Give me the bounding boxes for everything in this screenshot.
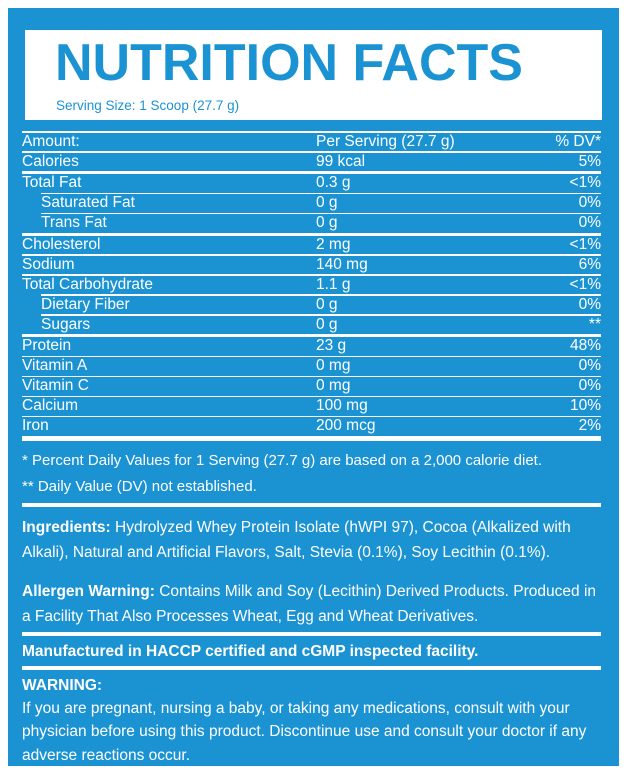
nutrient-row — [22, 377, 601, 396]
section-rule — [22, 666, 601, 670]
nutrient-label: Trans Fat — [41, 214, 107, 231]
nutrient-label: Iron — [22, 417, 49, 434]
ingredients-text: Hydrolyzed Whey Protein Isolate (hWPI 97), Cocoa (Alkalized with Alkali), Natural and Artificial Flavors, Salt, Stevia (0.1%), Soy Lecithin (0.1%). — [22, 518, 571, 561]
allergen-text: Contains Milk and Soy (Lecithin) Derived Products. Produced in a Facility That Also Processes Wheat, Egg and Wheat Derivatives. — [22, 582, 597, 625]
nutrient-dv: 0% — [578, 194, 601, 211]
nutrient-label: Saturated Fat — [41, 194, 135, 211]
nutrient-row — [22, 236, 601, 255]
nutrient-amount: 0 mg — [316, 357, 351, 374]
nutrition-table — [22, 131, 601, 441]
nutrient-amount: 0 g — [316, 295, 338, 313]
nutrient-amount: 0 mg — [316, 377, 351, 394]
nutrient-dv: 0% — [578, 214, 601, 231]
nutrient-dv: <1% — [569, 174, 601, 191]
section-rule — [22, 503, 601, 507]
page-title: NUTRITION FACTS — [55, 34, 523, 92]
nutrient-label: Calcium — [22, 397, 78, 414]
nutrient-amount: 1.1 g — [316, 275, 351, 293]
nutrient-dv: 0% — [578, 377, 601, 394]
nutrient-dv: 2% — [578, 417, 601, 434]
nutrient-dv: 5% — [578, 152, 601, 170]
nutrient-row — [22, 296, 601, 315]
nutrient-row — [22, 194, 601, 213]
nutrition-label-panel — [8, 8, 619, 766]
nutrient-row — [22, 316, 601, 335]
footnote-dv: * Percent Daily Values for 1 Serving (27.7 g) are based on a 2,000 calorie diet. — [22, 451, 543, 469]
section-rule — [22, 632, 601, 636]
nutrient-amount: 200 mcg — [316, 417, 376, 434]
nutrition-table-body — [22, 153, 601, 441]
nutrient-label: Total Carbohydrate — [22, 275, 153, 293]
nutrient-row — [22, 214, 601, 233]
allergen-paragraph — [22, 579, 601, 629]
nutrient-dv: <1% — [569, 235, 601, 253]
nutrient-row — [22, 337, 601, 356]
nutrient-dv: 48% — [569, 337, 601, 354]
nutrient-amount: 0 g — [316, 214, 338, 231]
table-header-row — [22, 133, 601, 152]
nutrient-dv: 6% — [578, 255, 601, 273]
ingredients-paragraph — [22, 515, 601, 565]
nutrient-label: Protein — [22, 337, 72, 354]
nutrient-dv: 0% — [578, 295, 601, 313]
footnotes — [22, 448, 601, 500]
nutrient-row — [22, 397, 601, 416]
nutrient-label: Sugars — [41, 315, 91, 333]
warning-heading: WARNING: — [22, 676, 103, 694]
nutrient-dv: 10% — [569, 397, 601, 414]
nutrient-amount: 0 g — [316, 194, 338, 211]
nutrient-label: Calories — [22, 152, 79, 170]
manufactured-statement: Manufactured in HACCP certified and cGMP inspected facility. — [22, 642, 479, 660]
nutrient-row — [22, 256, 601, 275]
column-header-amount: Amount: — [22, 132, 80, 150]
warning-text: If you are pregnant, nursing a baby, or taking any medications, consult with your physician before using this product. Discontinue use and consult your doctor if any adverse reactions occur. — [22, 699, 587, 764]
nutrient-label: Total Fat — [22, 174, 82, 191]
nutrient-amount: 0 g — [316, 315, 338, 333]
nutrient-amount: 100 mg — [316, 397, 368, 414]
row-separator — [22, 436, 601, 441]
nutrient-row — [22, 276, 601, 295]
serving-size-text: Serving Size: 1 Scoop (27.7 g) — [56, 98, 240, 113]
nutrient-dv: <1% — [569, 275, 601, 293]
nutrient-label: Cholesterol — [22, 235, 101, 253]
nutrient-row — [22, 417, 601, 436]
nutrient-row — [22, 153, 601, 172]
column-header-per-serving: Per Serving (27.7 g) — [316, 132, 455, 150]
nutrient-amount: 99 kcal — [316, 152, 366, 170]
nutrition-facts-header-card — [25, 30, 602, 120]
nutrient-label: Vitamin A — [22, 357, 88, 374]
ingredients-label: Ingredients: — [22, 518, 111, 536]
nutrient-label: Vitamin C — [22, 377, 89, 394]
nutrient-amount: 2 mg — [316, 235, 351, 253]
allergen-label: Allergen Warning: — [22, 582, 155, 600]
nutrient-amount: 140 mg — [316, 255, 368, 273]
footnote-not-established: ** Daily Value (DV) not established. — [22, 477, 257, 495]
nutrient-dv: 0% — [578, 357, 601, 374]
column-header-dv: % DV* — [555, 132, 601, 150]
nutrient-amount: 23 g — [316, 337, 347, 354]
nutrient-row — [22, 174, 601, 193]
nutrient-dv: ** — [588, 315, 601, 333]
nutrient-label: Dietary Fiber — [41, 295, 130, 313]
nutrient-label: Sodium — [22, 255, 75, 273]
nutrient-amount: 0.3 g — [316, 174, 351, 191]
nutrient-row — [22, 357, 601, 376]
